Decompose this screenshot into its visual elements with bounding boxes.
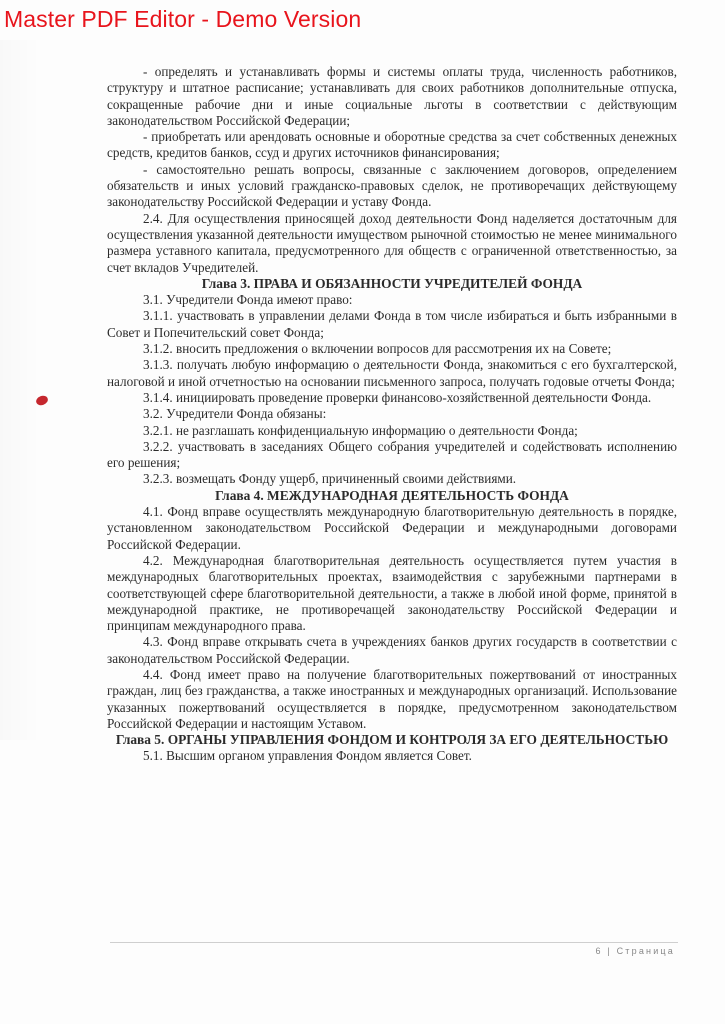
- paragraph: 3.1.3. получать любую информацию о деятельности Фонда, знакомиться с его бухгалтерской, налоговой и иной отчетностью на основании письменного запроса, получать годовые отчеты Фонда;: [107, 357, 677, 389]
- paragraph: 4.1. Фонд вправе осуществлять международную благотворительную деятельность в порядке, установленном законодательством Российской Федерации и международными договорами Российской Федерации.: [107, 504, 677, 552]
- paragraph: 3.1.1. участвовать в управлении делами Фонда в том числе избираться и быть избранными в Совет и Попечительский совет Фонда;: [107, 308, 677, 340]
- paragraph: - самостоятельно решать вопросы, связанные с заключением договоров, определением обязательств и иных условий гражданско-правовых сделок, не противоречащих действующему законодательству Российской Федерации и уставу Фонда.: [107, 161, 677, 210]
- paragraph: 2.4. Для осуществления приносящей доход деятельности Фонд наделяется достаточным для осуществления указанной деятельности имуществом рыночной стоимостью не менее минимального размера уставного капитала, предусмотренного для обществ с ограниченной ответственностью, за счет вкладов Учредителей.: [107, 210, 677, 275]
- footer-divider: [110, 942, 678, 943]
- paragraph: 4.2. Международная благотворительная деятельность осуществляется путем участия в международных благотворительных проектах, взаимодействия с зарубежными партнерами в соответствующей сфере благотворительной деятельности, а также в любой иной форме, принятой в международной практике, не противоречащей законодательству Российской Федерации и принципам международного права.: [107, 552, 677, 634]
- paragraph: 3.2.2. участвовать в заседаниях Общего собрания учредителей и содействовать исполнению его решения;: [107, 438, 677, 471]
- paragraph: 5.1. Высшим органом управления Фондом является Совет.: [143, 748, 472, 764]
- chapter-3-heading: Глава 3. ПРАВА И ОБЯЗАННОСТИ УЧРЕДИТЕЛЕЙ ФОНДА: [201, 275, 583, 291]
- scan-shadow: [0, 40, 40, 740]
- chapter-4-heading: Глава 4. МЕЖДУНАРОДНАЯ ДЕЯТЕЛЬНОСТЬ ФОНДА: [215, 487, 569, 503]
- paragraph: 3.1.4. инициировать проведение проверки финансово-хозяйственной деятельности Фонда.: [143, 389, 652, 405]
- page-number: 6: [595, 946, 603, 956]
- demo-watermark: Master PDF Editor - Demo Version: [4, 6, 362, 32]
- page-label: | Страница: [607, 946, 675, 956]
- page-footer: [595, 946, 675, 956]
- paragraph: 4.4. Фонд имеет право на получение благотворительных пожертвований от иностранных граждан, лиц без гражданства, а также иностранных и международных организаций. Использование указанных пожертвований осуществляется в порядке, предусмотренном законодательством Российской Федерации и настоящим Уставом.: [107, 666, 677, 731]
- paragraph: 4.3. Фонд вправе открывать счета в учреждениях банков других государств в соответствии с законодательством Российской Федерации.: [107, 634, 677, 666]
- paragraph: 3.2.1. не разглашать конфиденциальную информацию о деятельности Фонда;: [143, 422, 578, 438]
- paragraph: - приобретать или арендовать основные и оборотные средства за счет собственных денежных средств, кредитов банков, ссуд и других источников финансирования;: [107, 129, 677, 161]
- paragraph: 3.2.3. возмещать Фонду ущерб, причиненный своими действиями.: [143, 471, 517, 487]
- paragraph: 3.2. Учредители Фонда обязаны:: [143, 406, 327, 422]
- paragraph: - определять и устанавливать формы и системы оплаты труда, численность работников, структуру и штатное расписание; устанавливать для своих работников дополнительные отпуска, сокращенные рабочие дни и иные социальные льготы в соответствии с действующим законодательством Российской Федерации;: [107, 64, 677, 128]
- document-page: [107, 64, 677, 765]
- paragraph: 3.1.2. вносить предложения о включении вопросов для рассмотрения их на Совете;: [143, 341, 612, 357]
- chapter-5-heading: Глава 5. ОРГАНЫ УПРАВЛЕНИЯ ФОНДОМ И КОНТРОЛЯ ЗА ЕГО ДЕЯТЕЛЬНОСТЬЮ: [115, 732, 669, 748]
- paragraph: 3.1. Учредители Фонда имеют право:: [143, 292, 353, 308]
